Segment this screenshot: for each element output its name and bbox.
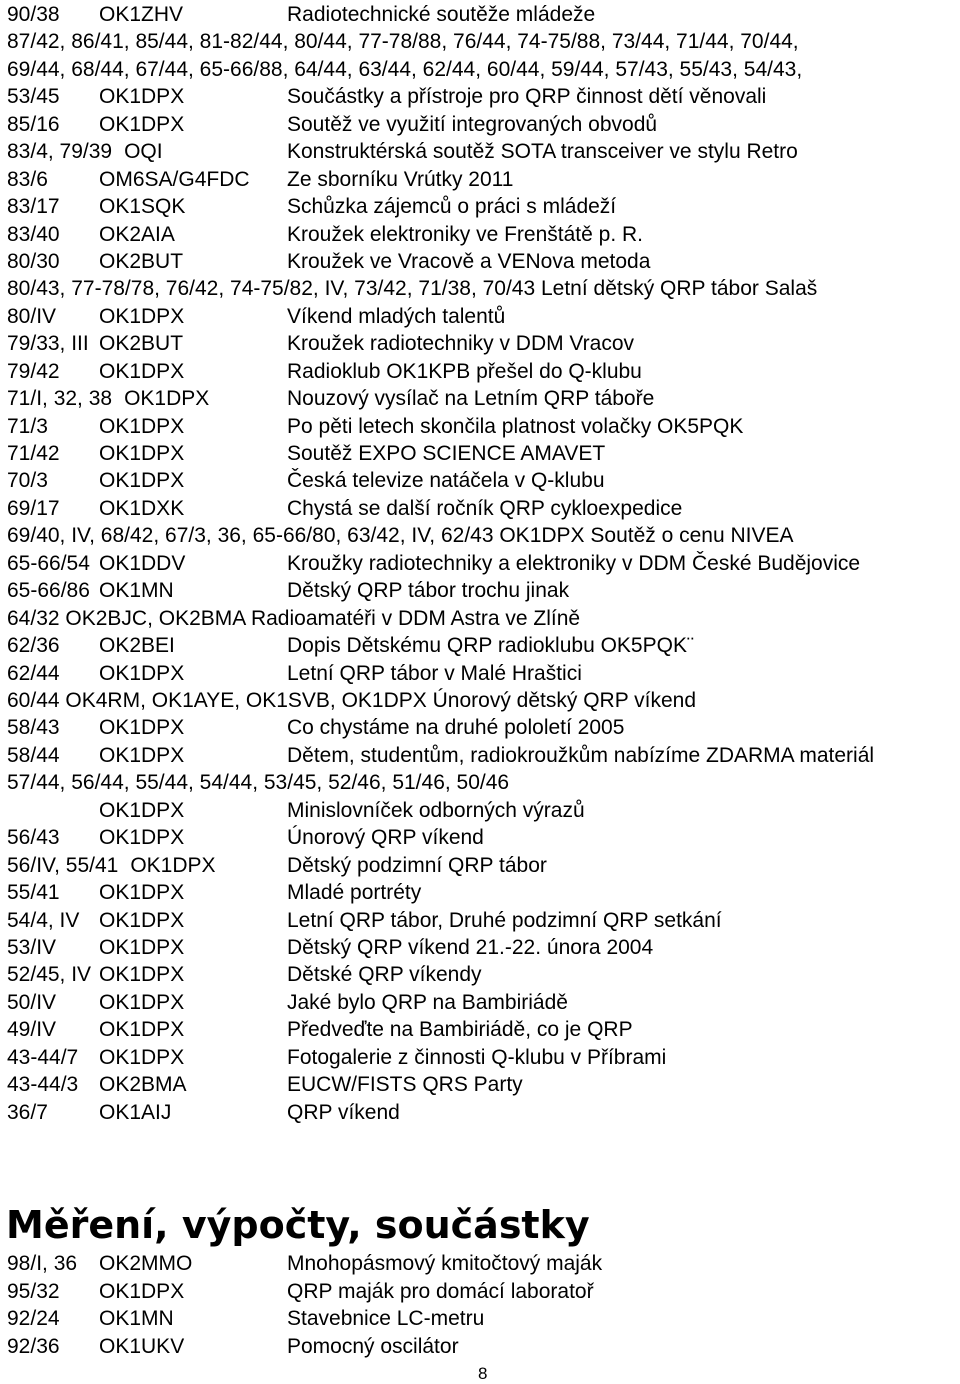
- entry-title: Soutěž ve využití integrovaných obvodů: [287, 112, 658, 136]
- entry-ref: 49/IV: [7, 1018, 57, 1042]
- entry-author: OQI: [124, 140, 163, 164]
- entry-ref: 65-66/86: [7, 579, 90, 603]
- entry-ref: 52/45, IV: [7, 963, 92, 987]
- entry-author: OK1DPX: [99, 826, 185, 850]
- entry-title: Stavebnice LC-metru: [287, 1307, 485, 1331]
- entry-title: Kroužek radiotechniky v DDM Vracov: [287, 332, 635, 356]
- entry-title: Po pěti letech skončila platnost volačky OK5PQK: [287, 414, 744, 438]
- entry-author: OK1DPX: [99, 359, 185, 383]
- entry-ref: 55/41: [7, 881, 60, 905]
- entry-title: Chystá se další ročník QRP cykloexpedice: [287, 496, 683, 520]
- entry-title: Dětem, studentům, radiokroužkům nabízíme ZDARMA materiál: [287, 743, 875, 767]
- entry-author: OK1SQK: [99, 195, 186, 219]
- entry-author: OK1DPX: [99, 881, 185, 905]
- entry-title: Nouzový vysílač na Letním QRP táboře: [287, 387, 655, 411]
- entry-ref: 65-66/54: [7, 551, 90, 575]
- entry-title: Co chystáme na druhé pololetí 2005: [287, 716, 625, 740]
- entry-ref: 92/24: [7, 1307, 60, 1331]
- entry-author: OK1DPX: [99, 1279, 185, 1303]
- entry-ref: 56/IV, 55/41: [7, 853, 119, 877]
- entry-author: OK1DPX: [130, 853, 216, 877]
- entry-author: OK1AIJ: [99, 1100, 172, 1124]
- entry-author: OK1DPX: [99, 442, 185, 466]
- entry-author: OK2BMA: [99, 1073, 187, 1097]
- entry-title: Únorový QRP víkend: [287, 826, 484, 850]
- entry-author: OK1DPX: [99, 1018, 185, 1042]
- entry-title: Radioklub OK1KPB přešel do Q-klubu: [287, 359, 642, 383]
- entry-author: OK1DPX: [99, 716, 185, 740]
- entry-author: OK1DDV: [99, 551, 186, 575]
- entry-title: Dopis Dětskému QRP radioklubu OK5PQK¨: [287, 634, 694, 658]
- entry-author: OK1DPX: [99, 112, 185, 136]
- entry-title: Radiotechnické soutěže mládeže: [287, 3, 596, 26]
- entry-text: 69/44, 68/44, 67/44, 65-66/88, 64/44, 63/44, 62/44, 60/44, 59/44, 57/43, 55/43, 54/43,: [7, 57, 803, 81]
- entry-title: Víkend mladých talentů: [287, 304, 506, 328]
- entry-author: OK1DPX: [99, 743, 185, 767]
- entry-title: Letní QRP tábor, Druhé podzimní QRP setkání: [287, 908, 722, 932]
- entry-author: OK1DXK: [99, 496, 185, 520]
- entry-ref: 79/42: [7, 359, 60, 383]
- entry-title: Kroužek ve Vracově a VENova metoda: [287, 249, 651, 273]
- entry-author: OM6SA/G4FDC: [99, 167, 250, 191]
- entry-ref: 71/42: [7, 442, 60, 466]
- entry-ref: 80/30: [7, 249, 60, 273]
- entry-title: Schůzka zájemců o práci s mládeží: [287, 195, 617, 219]
- entry-title: Jaké bylo QRP na Bambiriádě: [287, 990, 568, 1014]
- entry-title: EUCW/FISTS QRS Party: [287, 1073, 523, 1097]
- entry-ref: 53/IV: [7, 935, 57, 959]
- entry-ref: 53/45: [7, 85, 60, 109]
- entry-title: Dětský QRP tábor trochu jinak: [287, 579, 570, 603]
- entry-text: 60/44 OK4RM, OK1AYE, OK1SVB, OK1DPX Únorový dětský QRP víkend: [7, 689, 697, 712]
- entry-author: OK1DPX: [99, 908, 185, 932]
- entry-ref: 83/40: [7, 222, 60, 246]
- entry-ref: 69/17: [7, 496, 60, 520]
- entry-ref: 62/36: [7, 634, 60, 658]
- entry-ref: 71/3: [7, 414, 48, 438]
- entry-title: Kroužky radiotechniky a elektroniky v DDM České Budějovice: [287, 551, 861, 575]
- entry-text: 87/42, 86/41, 85/44, 81-82/44, 80/44, 77-78/88, 76/44, 74-75/88, 73/44, 71/44, 70/44,: [7, 30, 799, 54]
- entry-ref: 58/44: [7, 743, 60, 767]
- entry-title: Předveďte na Bambiriádě, co je QRP: [287, 1018, 633, 1042]
- entry-title: Dětský QRP víkend 21.-22. února 2004: [287, 935, 654, 959]
- entry-title: QRP maják pro domácí laboratoř: [287, 1279, 594, 1303]
- entry-title: Ze sborníku Vrútky 2011: [287, 167, 514, 191]
- entry-title: Minislovníček odborných výrazů: [287, 798, 585, 822]
- entry-text: 57/44, 56/44, 55/44, 54/44, 53/45, 52/46, 51/46, 50/46: [7, 771, 510, 795]
- entry-title: Mladé portréty: [287, 881, 422, 905]
- entry-author: OK1DPX: [99, 414, 185, 438]
- entry-ref: 56/43: [7, 826, 60, 850]
- entry-ref: 62/44: [7, 661, 60, 685]
- section-heading: Měření, výpočty, součástky: [6, 1203, 590, 1247]
- entry-ref: 43-44/3: [7, 1073, 79, 1097]
- entry-text: 69/40, IV, 68/42, 67/3, 36, 65-66/80, 63/42, IV, 62/43 OK1DPX Soutěž o cenu NIVEA: [7, 524, 794, 548]
- entry-title: Letní QRP tábor v Malé Hraštici: [287, 661, 582, 685]
- entry-text: 64/32 OK2BJC, OK2BMA Radioamatéři v DDM Astra ve Zlíně: [7, 606, 581, 630]
- entry-author: OK1DPX: [99, 661, 185, 685]
- entry-author: OK1DPX: [99, 798, 185, 822]
- entry-author: OK2BUT: [99, 332, 184, 356]
- entry-title: Fotogalerie z činnosti Q-klubu v Příbrami: [287, 1045, 667, 1069]
- entry-ref: 95/32: [7, 1279, 60, 1303]
- entry-ref: 83/6: [7, 167, 48, 191]
- entry-ref: 36/7: [7, 1100, 48, 1124]
- entry-ref: 50/IV: [7, 990, 57, 1014]
- entry-ref: 83/4, 79/39: [7, 140, 113, 164]
- entry-author: OK1MN: [99, 1307, 174, 1331]
- entry-author: OK1DPX: [99, 935, 185, 959]
- entry-title: Česká televize natáčela v Q-klubu: [287, 469, 605, 493]
- entry-author: OK2AIA: [99, 222, 175, 246]
- entry-ref: 98/I, 36: [7, 1252, 78, 1275]
- page-number: 8: [478, 1364, 488, 1383]
- entry-ref: 92/36: [7, 1335, 60, 1359]
- entry-author: OK1DPX: [99, 1045, 185, 1069]
- entry-author: OK1DPX: [99, 469, 185, 493]
- entry-title: Mnohopásmový kmitočtový maják: [287, 1252, 603, 1275]
- entry-title: Dětské QRP víkendy: [287, 963, 482, 987]
- entry-title: Kroužek elektroniky ve Frenštátě p. R.: [287, 222, 643, 246]
- entry-ref: 79/33, III: [7, 332, 89, 356]
- entry-author: OK1DPX: [99, 990, 185, 1014]
- entry-author: OK1DPX: [124, 387, 210, 411]
- entry-author: OK1DPX: [99, 304, 185, 328]
- entry-author: OK2BUT: [99, 249, 184, 273]
- entry-ref: 80/IV: [7, 304, 57, 328]
- entry-author: OK1DPX: [99, 963, 185, 987]
- entry-ref: 58/43: [7, 716, 60, 740]
- entry-title: Dětský podzimní QRP tábor: [287, 853, 547, 877]
- entry-ref: 90/38: [7, 3, 60, 26]
- entry-title: Pomocný oscilátor: [287, 1335, 459, 1359]
- entry-author: OK1ZHV: [99, 3, 184, 26]
- entry-title: Soutěž EXPO SCIENCE AMAVET: [287, 442, 606, 466]
- entry-ref: 83/17: [7, 195, 60, 219]
- entry-author: OK1UKV: [99, 1335, 185, 1359]
- entry-ref: 54/4, IV: [7, 908, 80, 932]
- entry-author: OK2MMO: [99, 1252, 193, 1275]
- entry-author: OK1MN: [99, 579, 174, 603]
- entry-author: OK1DPX: [99, 85, 185, 109]
- entry-title: QRP víkend: [287, 1100, 400, 1124]
- entry-ref: 71/I, 32, 38: [7, 387, 113, 411]
- entry-author: OK2BEI: [99, 634, 175, 658]
- entry-ref: 43-44/7: [7, 1045, 79, 1069]
- entry-ref: 70/3: [7, 469, 48, 493]
- entry-title: Součástky a přístroje pro QRP činnost dětí věnovali: [287, 85, 767, 109]
- entry-title: Konstruktérská soutěž SOTA transceiver ve stylu Retro: [287, 140, 798, 164]
- entry-text: 80/43, 77-78/78, 76/42, 74-75/82, IV, 73/42, 71/38, 70/43 Letní dětský QRP tábor Salaš: [7, 277, 818, 301]
- entry-ref: 85/16: [7, 112, 60, 136]
